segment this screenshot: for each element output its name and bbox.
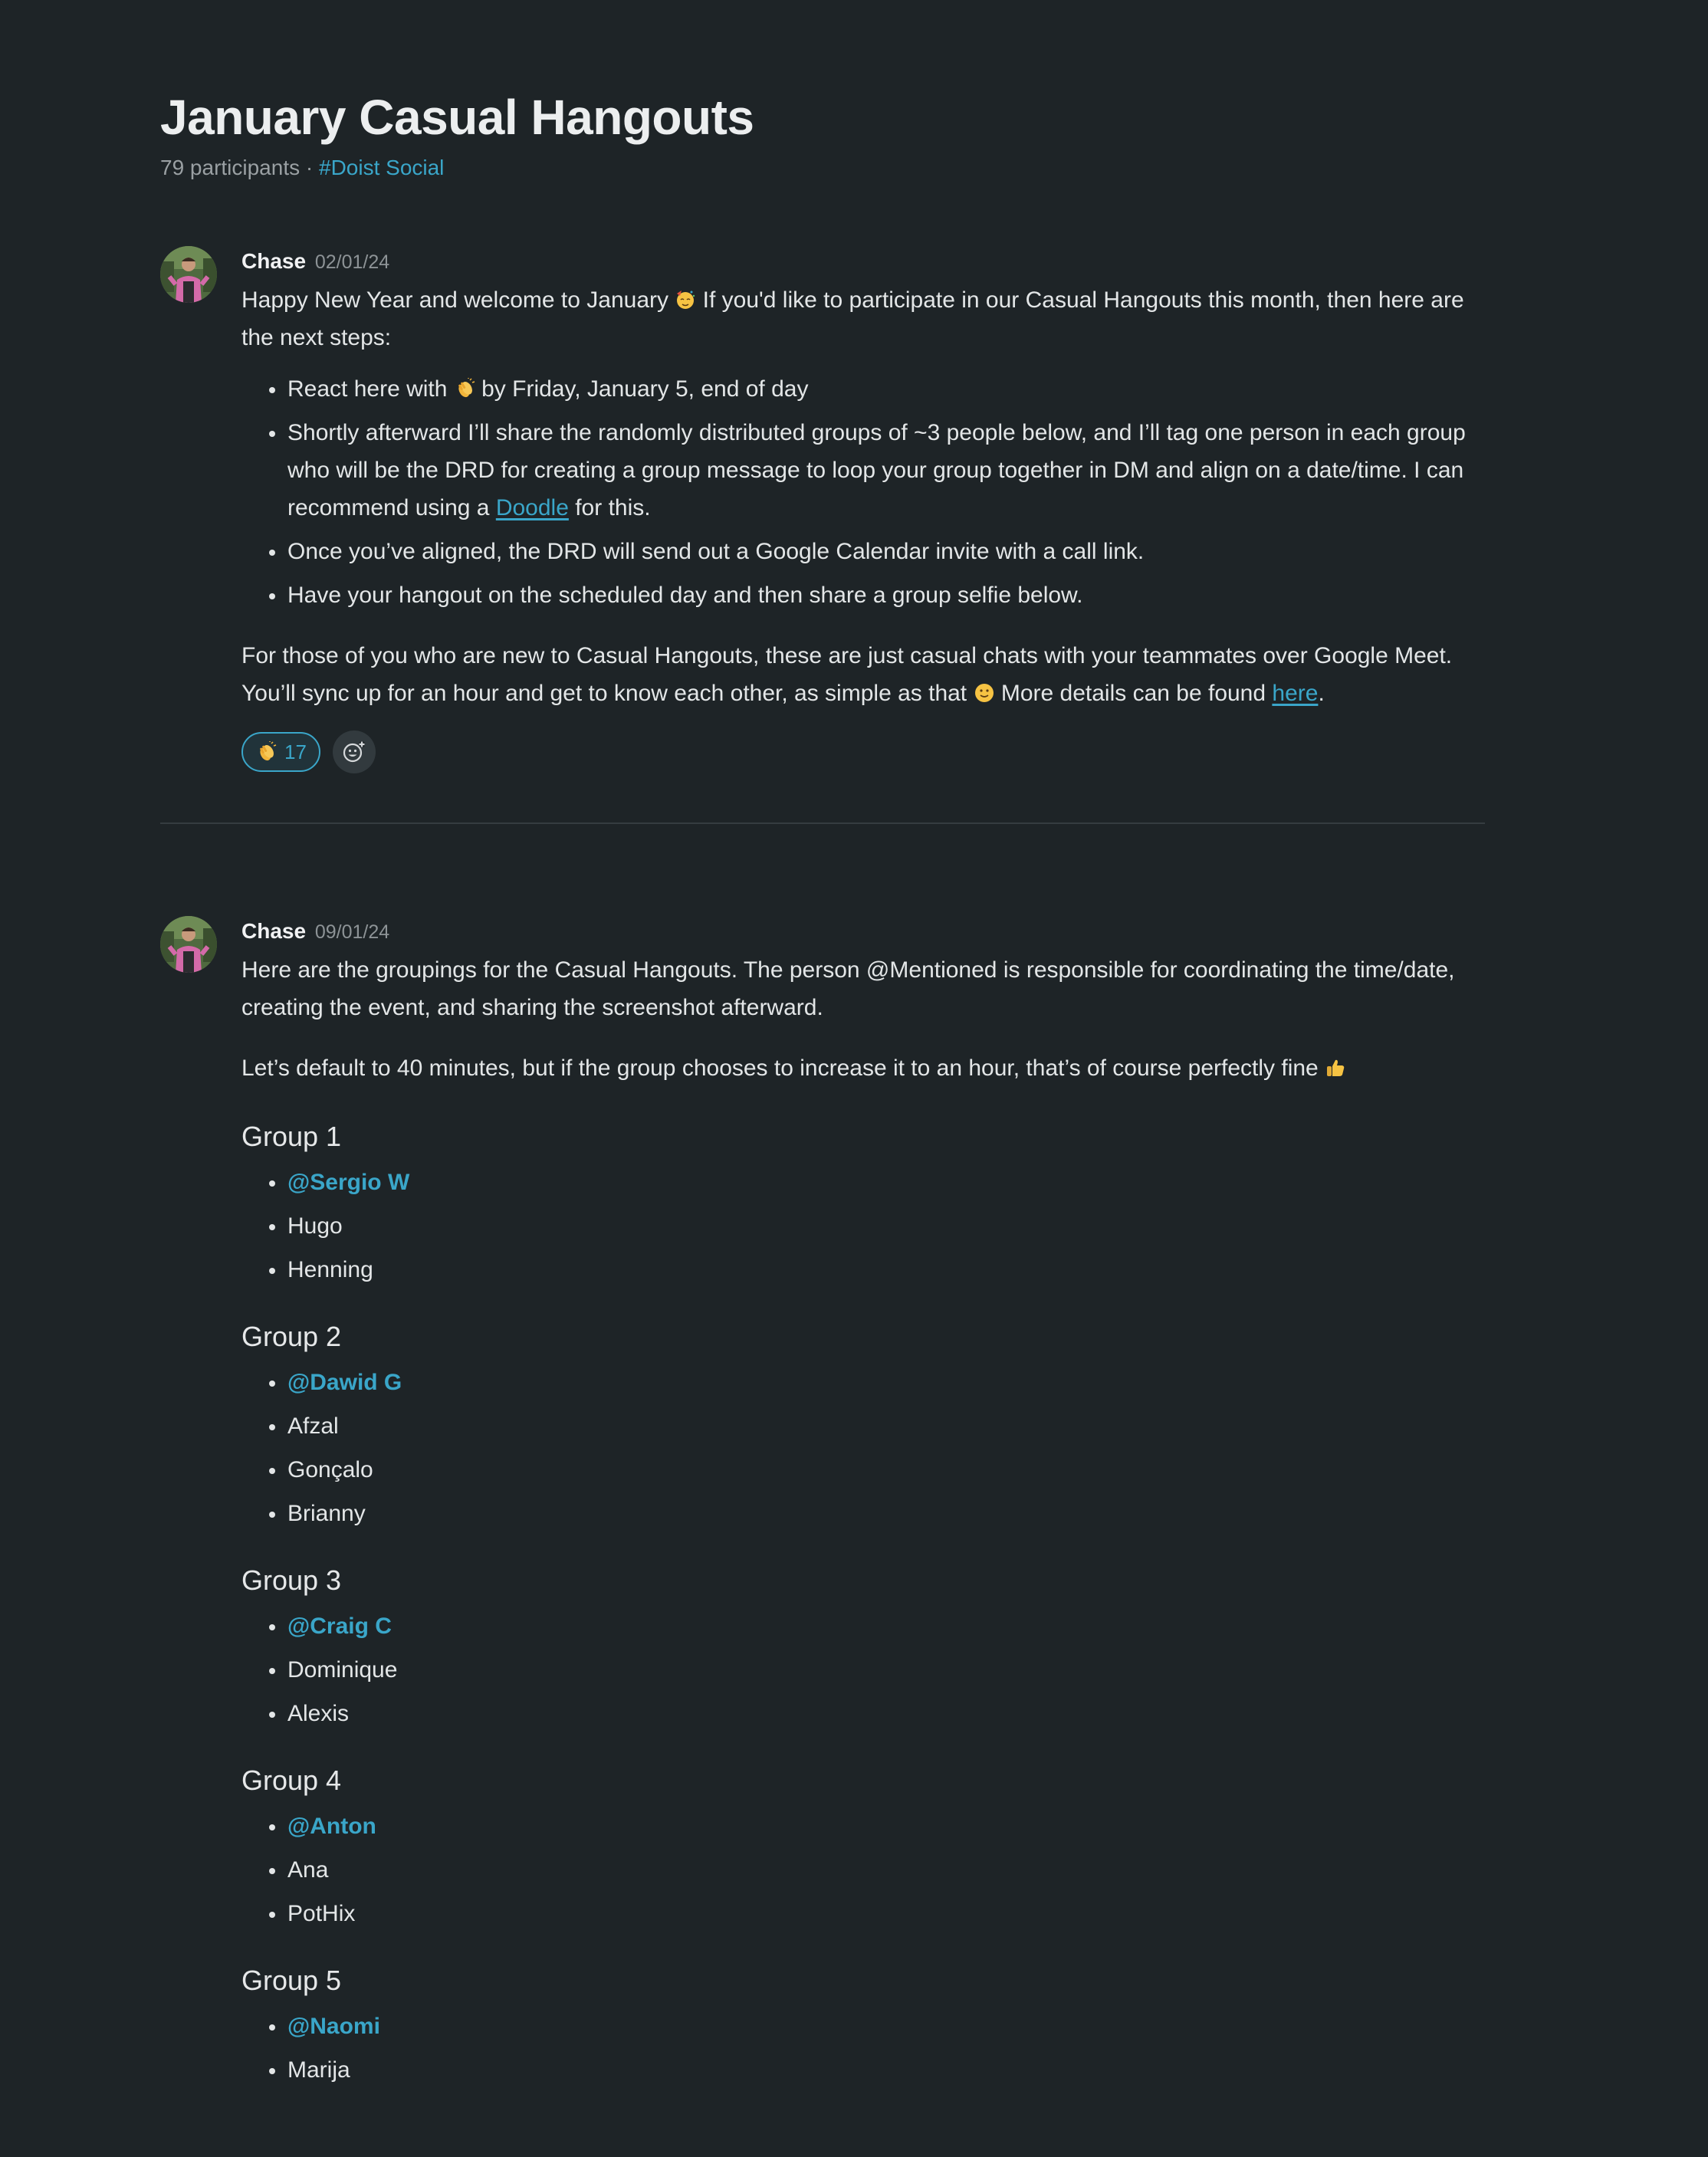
message-header xyxy=(241,916,1485,945)
text: . xyxy=(1318,681,1325,706)
author-name[interactable]: Chase xyxy=(241,919,307,943)
list-item: Ana xyxy=(287,1851,1485,1889)
clapping-hands-icon xyxy=(255,741,277,763)
text: More details can be found xyxy=(994,681,1273,706)
list-item xyxy=(287,1164,1485,1201)
list-item: Dominique xyxy=(287,1651,1485,1689)
user-mention[interactable]: @Sergio W xyxy=(287,1170,410,1195)
channel-link[interactable]: #Doist Social xyxy=(319,156,445,179)
avatar[interactable] xyxy=(160,916,217,973)
text: Happy New Year and welcome to January xyxy=(241,287,668,313)
user-mention[interactable]: @Naomi xyxy=(287,2014,380,2039)
user-mention[interactable]: @Dawid G xyxy=(287,1370,402,1395)
group-heading: Group 2 xyxy=(241,1321,342,1352)
text: If you'd like to participate in our Casual Hangouts this month, then here are the next steps: xyxy=(241,287,1464,350)
list-item: Have your hangout on the scheduled day and then share a group selfie below. xyxy=(287,576,1485,614)
reaction-clap[interactable] xyxy=(241,732,320,772)
avatar[interactable] xyxy=(160,246,217,303)
details-link[interactable]: here xyxy=(1272,681,1319,706)
add-emoji-icon xyxy=(342,740,366,764)
text: React here with xyxy=(287,376,448,402)
message-paragraph xyxy=(241,281,1485,356)
text: Let’s default to 40 minutes, but if the group chooses to increase it to an hour, that’s of course perfectly fine xyxy=(241,1056,1319,1081)
thumbs-up-icon xyxy=(1325,1057,1346,1078)
group-heading: Group 5 xyxy=(241,1965,342,1996)
doodle-link[interactable]: Doodle xyxy=(495,495,569,520)
add-reaction-button[interactable] xyxy=(333,730,376,773)
message-paragraph xyxy=(241,1049,1485,1087)
list-item xyxy=(287,1607,1485,1645)
group-list xyxy=(241,1364,1485,1532)
message-2 xyxy=(160,916,1485,2089)
partying-face-icon xyxy=(675,289,696,310)
author-name[interactable]: Chase xyxy=(241,249,307,273)
user-mention[interactable]: @Craig C xyxy=(287,1614,392,1639)
group-list xyxy=(241,1164,1485,1289)
message-1 xyxy=(160,246,1485,773)
list-item xyxy=(287,1807,1485,1845)
list-item xyxy=(287,370,1485,408)
slightly-smiling-face-icon xyxy=(974,682,995,704)
list-item: Henning xyxy=(287,1251,1485,1289)
list-item: Once you’ve aligned, the DRD will send out a Google Calendar invite with a call link. xyxy=(287,533,1485,570)
thread-view xyxy=(160,0,1485,2095)
list-item: PotHix xyxy=(287,1895,1485,1932)
group-heading: Group 1 xyxy=(241,1121,342,1152)
thread-meta xyxy=(160,154,1485,182)
steps-list xyxy=(241,370,1485,614)
message-timestamp[interactable]: 09/01/24 xyxy=(314,921,390,943)
group-list xyxy=(241,2008,1485,2089)
message-paragraph xyxy=(241,637,1485,712)
message-paragraph: Here are the groupings for the Casual Hangouts. The person @Mentioned is responsible for coordinating the time/date, creating the event, and sharing the screenshot afterward. xyxy=(241,957,1455,1020)
message-header xyxy=(241,246,1485,275)
message-timestamp[interactable]: 02/01/24 xyxy=(314,251,390,273)
reactions-bar xyxy=(241,730,1485,773)
user-mention[interactable]: @Anton xyxy=(287,1814,376,1839)
list-item: Marija xyxy=(287,2051,1485,2089)
reaction-count: 17 xyxy=(284,740,307,763)
list-item xyxy=(287,2008,1485,2045)
list-item: Gonçalo xyxy=(287,1451,1485,1489)
text: For those of you who are new to Casual Hangouts, these are just casual chats with your teammates over Google Meet. You’ll sync up for an hour and get to know each other, as simple as that xyxy=(241,643,1453,706)
group-heading: Group 4 xyxy=(241,1765,342,1796)
list-item: Hugo xyxy=(287,1207,1485,1245)
clapping-hands-icon xyxy=(454,378,475,399)
group-heading: Group 3 xyxy=(241,1564,342,1596)
group-list xyxy=(241,1607,1485,1732)
list-item: Afzal xyxy=(287,1407,1485,1445)
meta-separator: · xyxy=(305,156,314,179)
list-item: Brianny xyxy=(287,1495,1485,1532)
thread-title: January Casual Hangouts xyxy=(160,90,754,145)
text: by Friday, January 5, end of day xyxy=(475,376,809,402)
participants-count[interactable]: 79 participants xyxy=(160,156,301,179)
list-item: Alexis xyxy=(287,1695,1485,1732)
text: Shortly afterward I’ll share the randomly distributed groups of ~3 people below, and I’ll tag one person in each group who will be the DRD for creating a group message to loop your group together in DM and align on a date/time. I can recommend using a xyxy=(287,420,1466,520)
text: for this. xyxy=(568,495,651,520)
list-item xyxy=(287,414,1485,527)
group-list xyxy=(241,1807,1485,1932)
list-item xyxy=(287,1364,1485,1401)
